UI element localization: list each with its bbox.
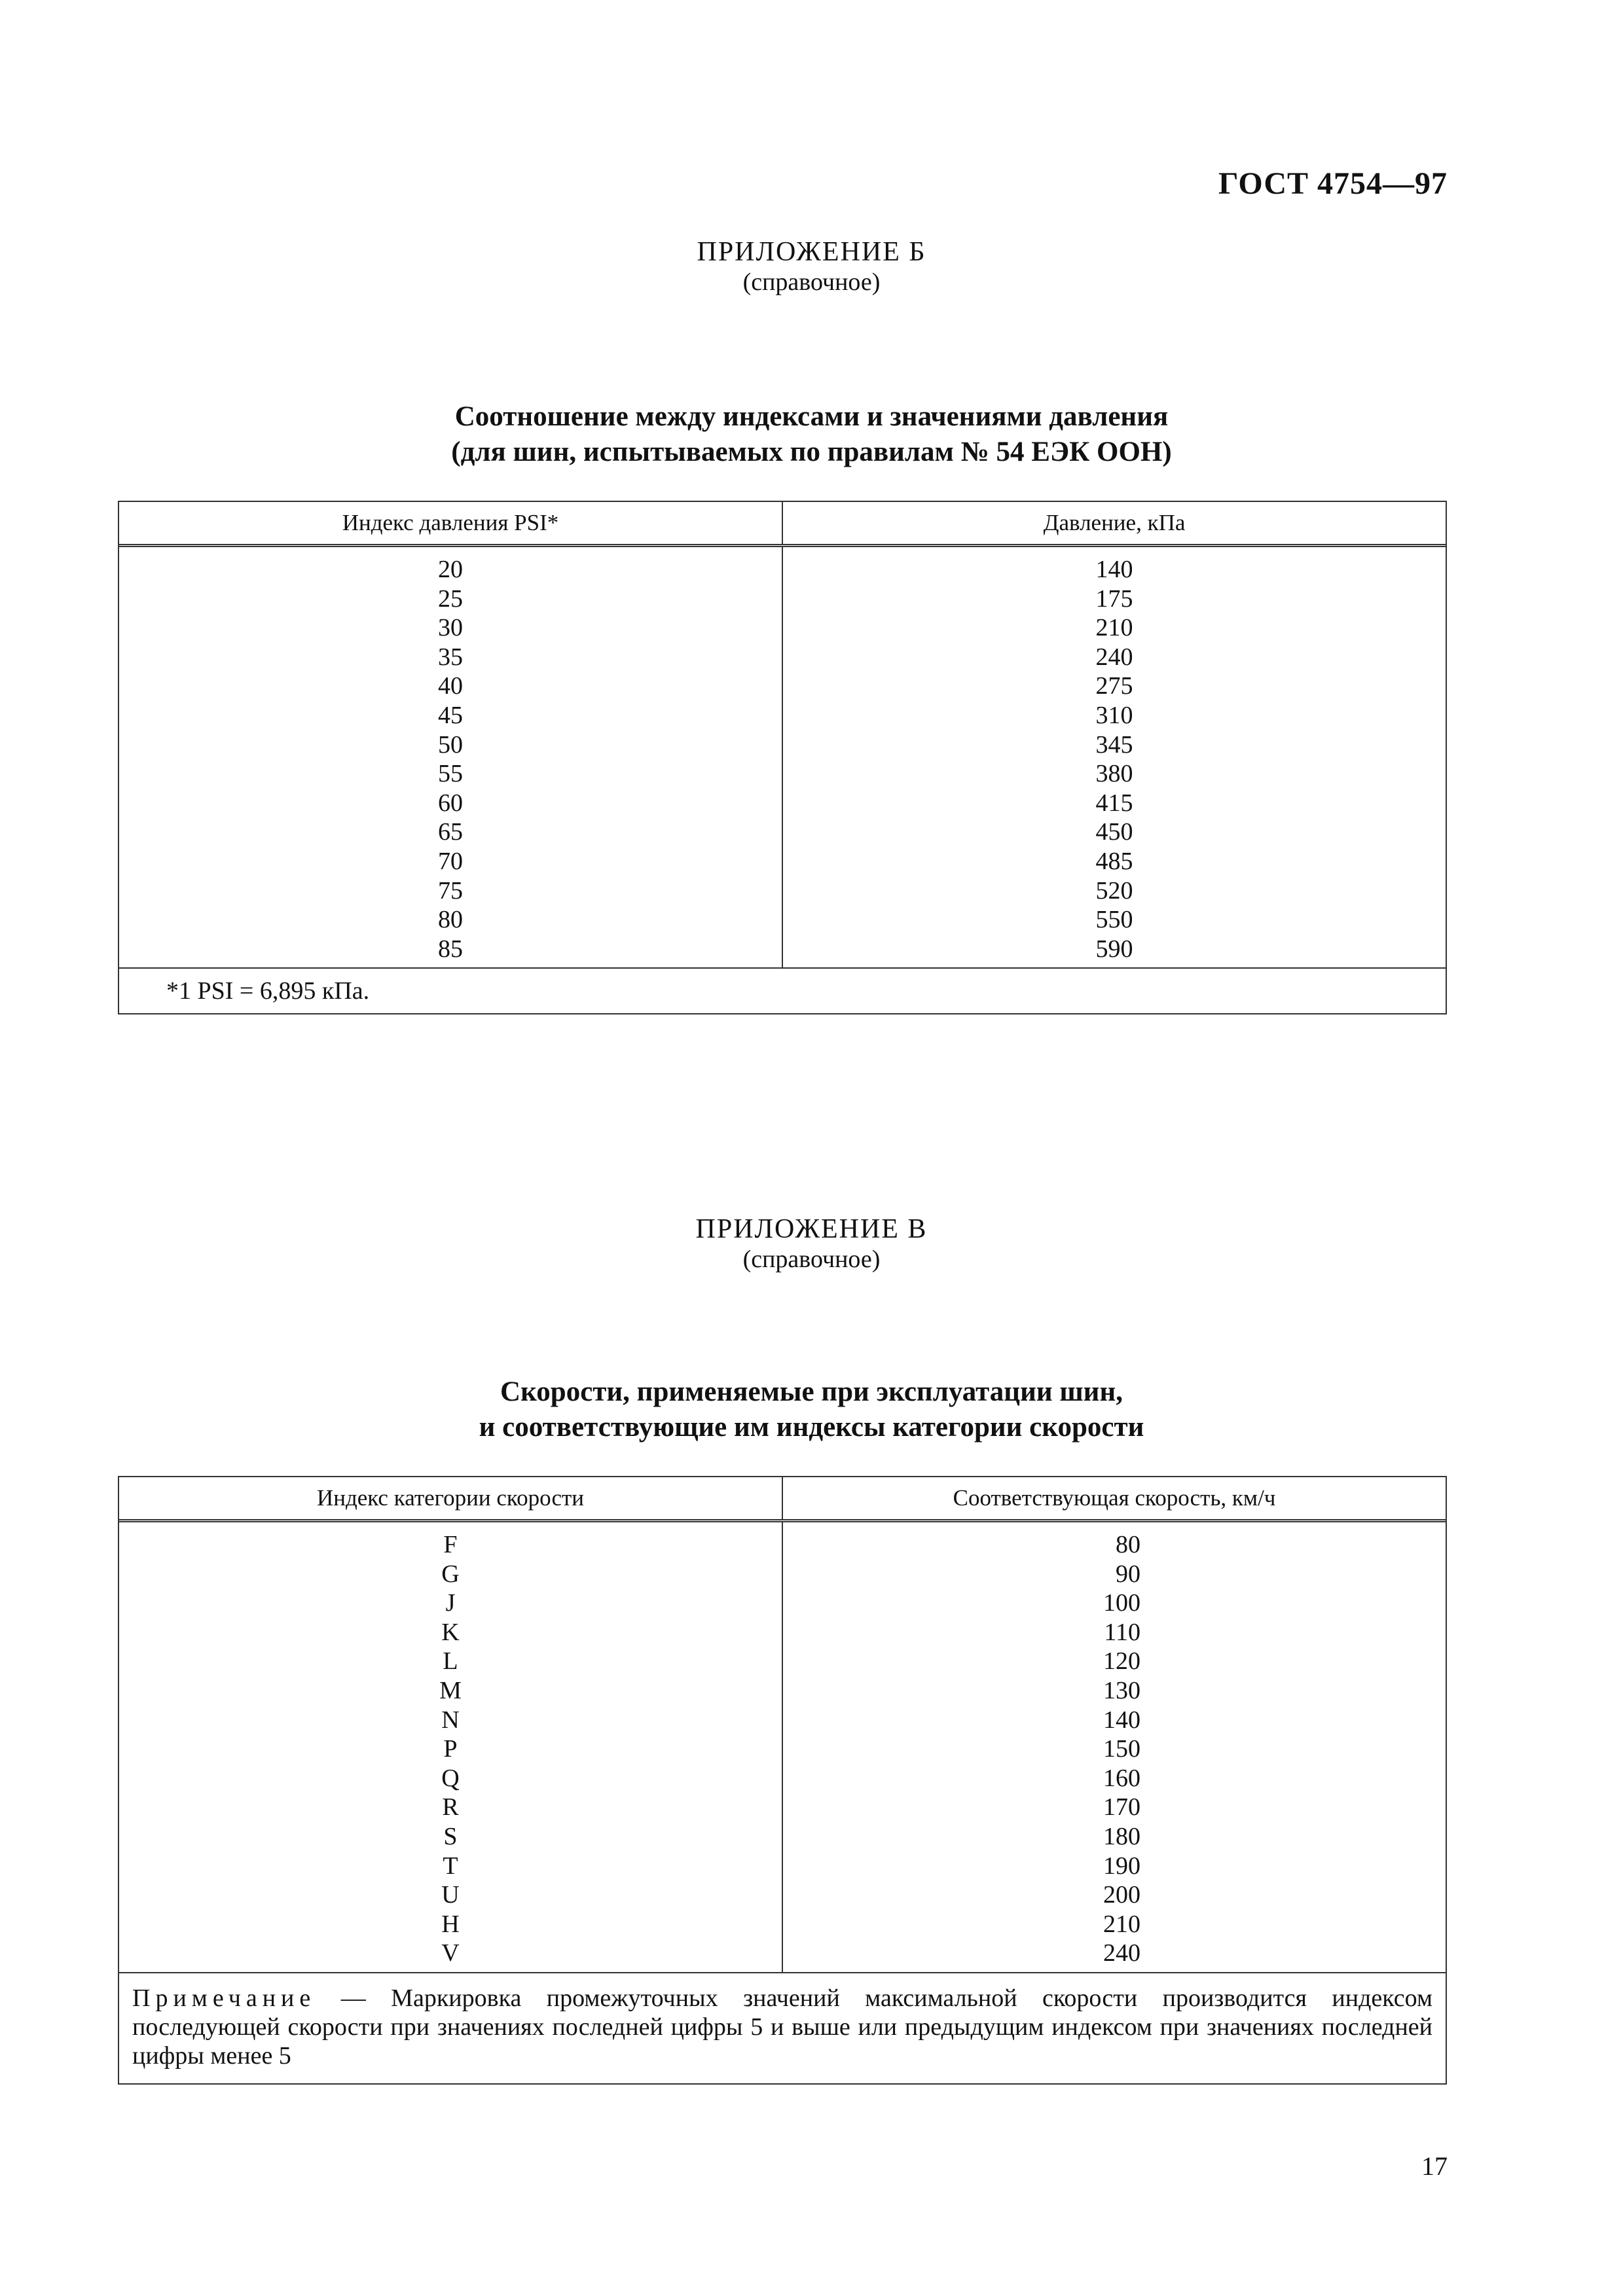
speed-value-column xyxy=(782,1522,1446,1972)
pressure-value-cell: 240 xyxy=(1095,643,1133,671)
appendix-b-heading-line1: Соотношение между индексами и значениями давления xyxy=(454,401,1169,432)
pressure-index-cell: 55 xyxy=(438,760,463,788)
pressure-index-column-header: Индекс давления PSI* xyxy=(342,510,559,535)
speed-index-column-header: Индекс категории скорости xyxy=(316,1485,585,1511)
appendix-b-header xyxy=(0,237,1623,297)
speed-index-table xyxy=(118,1476,1447,2085)
appendix-v-title: ПРИЛОЖЕНИЕ В xyxy=(695,1214,928,1244)
appendix-v-header xyxy=(0,1214,1623,1274)
appendix-v-heading-line1: Скорости, применяемые при эксплуатации шин, xyxy=(500,1376,1123,1407)
appendix-b-heading xyxy=(0,399,1623,470)
speed-index-cell: V xyxy=(441,1939,460,1967)
pressure-index-cell: 60 xyxy=(438,789,463,817)
speed-value-cell: 240 xyxy=(1103,1939,1140,1967)
speed-index-cell: G xyxy=(441,1560,460,1588)
speed-index-cell: J xyxy=(445,1589,456,1617)
speed-value-cell: 210 xyxy=(1103,1910,1140,1938)
speed-index-cell: F xyxy=(443,1531,458,1558)
pressure-value-cell: 550 xyxy=(1095,906,1133,934)
pressure-index-cell: 70 xyxy=(438,847,463,875)
speed-index-cell: M xyxy=(439,1676,462,1704)
speed-table-body xyxy=(119,1522,1446,1972)
pressure-value-cell: 175 xyxy=(1095,584,1133,613)
pressure-value-cell: 275 xyxy=(1095,672,1133,700)
speed-value-cell: 150 xyxy=(1103,1735,1140,1763)
speed-value-column-header: Соответствующая скорость, км/ч xyxy=(782,1477,1446,1519)
speed-index-cell: R xyxy=(442,1793,459,1821)
pressure-index-cell: 40 xyxy=(438,672,463,700)
speed-value-cell: 90 xyxy=(1116,1560,1140,1588)
pressure-value-cell: 485 xyxy=(1095,847,1133,875)
speed-value-cell: 80 xyxy=(1116,1531,1140,1558)
appendix-v-heading-line2: и соответствующие им индексы категории скорости xyxy=(479,1412,1144,1443)
speed-index-cell: P xyxy=(443,1735,458,1763)
pressure-index-cell: 65 xyxy=(438,818,463,846)
pressure-index-cell: 50 xyxy=(438,730,463,759)
appendix-v-heading xyxy=(0,1374,1623,1445)
document-code: ГОСТ 4754—97 xyxy=(1218,166,1448,201)
pressure-value-cell: 415 xyxy=(1095,789,1133,817)
speed-index-cell: U xyxy=(441,1881,460,1909)
pressure-index-cell: 45 xyxy=(438,701,463,729)
pressure-value-cell: 380 xyxy=(1095,760,1133,788)
pressure-value-cell: 590 xyxy=(1095,935,1133,963)
pressure-index-table xyxy=(118,501,1447,1014)
speed-index-cell: H xyxy=(441,1910,460,1938)
speed-value-cell: 110 xyxy=(1104,1618,1140,1646)
pressure-table-footnote: *1 PSI = 6,895 кПа. xyxy=(119,967,1446,1013)
pressure-value-cell: 210 xyxy=(1095,614,1133,642)
speed-index-cell: N xyxy=(441,1706,460,1734)
pressure-index-cell: 30 xyxy=(438,614,463,642)
speed-index-cell: L xyxy=(443,1647,458,1676)
speed-value-cell: 120 xyxy=(1103,1647,1140,1676)
pressure-index-column xyxy=(119,547,782,967)
speed-value-cell: 140 xyxy=(1103,1706,1140,1734)
pressure-value-cell: 310 xyxy=(1095,701,1133,729)
pressure-index-cell: 35 xyxy=(438,643,463,671)
speed-value-cell: 200 xyxy=(1103,1881,1140,1909)
pressure-value-cell: 345 xyxy=(1095,730,1133,759)
speed-value-cell: 190 xyxy=(1103,1852,1140,1880)
speed-index-cell: T xyxy=(443,1852,458,1880)
speed-index-cell: K xyxy=(441,1618,460,1646)
pressure-value-cell: 520 xyxy=(1095,876,1133,905)
pressure-index-cell: 25 xyxy=(438,584,463,613)
page-number: 17 xyxy=(1421,2151,1448,2181)
speed-table-note xyxy=(119,1972,1446,2083)
speed-index-cell: Q xyxy=(441,1764,460,1792)
pressure-index-cell: 75 xyxy=(438,876,463,905)
pressure-value-cell: 140 xyxy=(1095,556,1133,583)
appendix-b-title: ПРИЛОЖЕНИЕ Б xyxy=(697,237,926,267)
appendix-b-subtitle: (справочное) xyxy=(742,268,881,296)
speed-table-header xyxy=(119,1477,1446,1522)
speed-index-column xyxy=(119,1522,782,1972)
pressure-index-cell: 80 xyxy=(438,906,463,934)
pressure-index-cell: 20 xyxy=(438,556,463,583)
speed-value-cell: 180 xyxy=(1103,1822,1140,1850)
speed-value-cell: 130 xyxy=(1103,1676,1140,1704)
pressure-table-body xyxy=(119,547,1446,967)
appendix-b-heading-line2: (для шин, испытываемых по правилам № 54 ЕЭК ООН) xyxy=(451,437,1172,467)
pressure-index-cell: 85 xyxy=(438,935,463,963)
appendix-v-subtitle: (справочное) xyxy=(742,1246,881,1273)
note-text: — Маркировка промежуточных значений максимальной скорости производится индексом последующей скорости при значениях последней цифры 5 и выше или предыдущим индексом при значениях последней цифры менее 5 xyxy=(132,1984,1432,2070)
note-label: Примечание xyxy=(132,1984,316,2012)
speed-value-cell: 170 xyxy=(1103,1793,1140,1821)
pressure-value-cell: 450 xyxy=(1095,818,1133,846)
speed-index-cell: S xyxy=(443,1822,458,1850)
speed-value-cell: 160 xyxy=(1103,1764,1140,1792)
pressure-value-column xyxy=(782,547,1446,967)
pressure-table-header xyxy=(119,502,1446,547)
speed-value-cell: 100 xyxy=(1103,1589,1140,1617)
pressure-value-column-header: Давление, кПа xyxy=(782,502,1446,544)
